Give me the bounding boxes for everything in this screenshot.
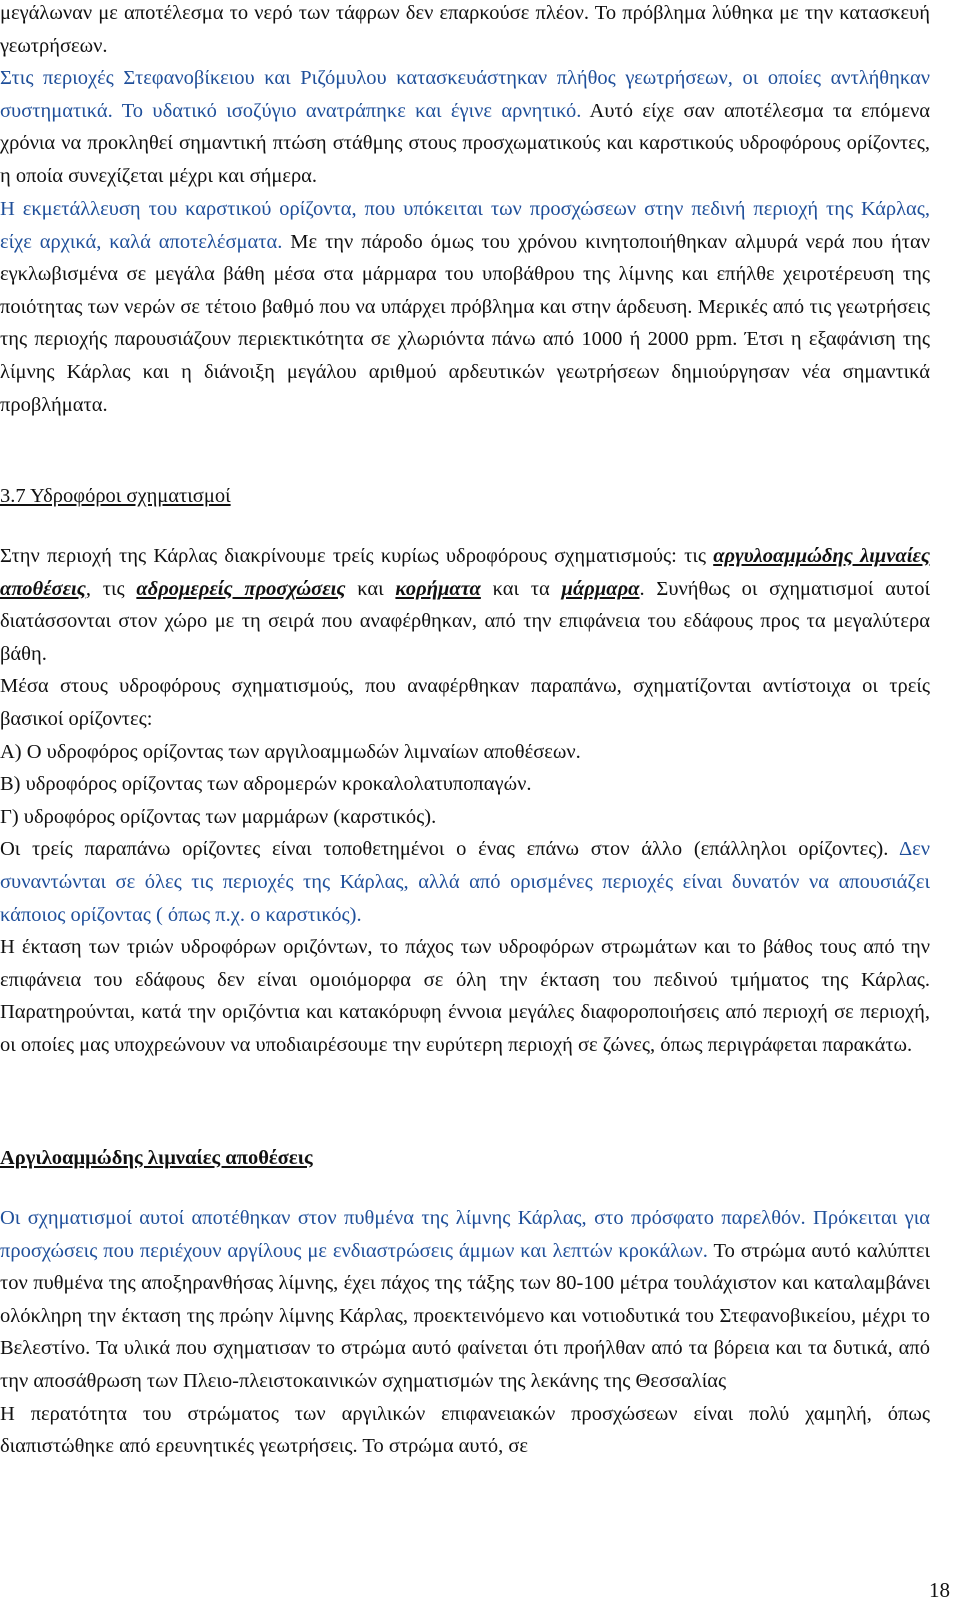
list-item-a: Α) Ο υδροφόρος ορίζοντας των αργιλοαμμωδών λιμναίων αποθέσεων. (0, 740, 581, 763)
list-item-c: Γ) υδροφόρος ορίζοντας των μαρμάρων (καρστικός). (0, 805, 437, 828)
section-paragraph-4: Η έκταση των τριών υδροφόρων οριζόντων, το πάχος των υδροφόρων στρωμάτων και το βάθος τους από την επιφάνεια του εδάφους δεν είναι ομοιόμορφα σε όλη την έκταση του πεδινού τμήματος της Κάρλας. Παρατηρούνται, κατά την οριζόντια και κατακόρυφη έννοια μεγάλες διαφοροποιήσεις από περιοχή σε περιοχή, οι οποίες μας υποχρεώνουν να υποδιαιρέσουμε την ευρύτερη περιοχή σε ζώνες, όπως περιγράφεται παρακάτω. (0, 936, 930, 1056)
term-clay-sand: αργυλοαμμώδης λιμναίες αποθέσεις (0, 545, 930, 600)
section-text: , τις (85, 577, 137, 600)
subsection-text: Οι σχηματισμοί αυτοί αποτέθηκαν στον πυθμένα της λίμνης Κάρλας, στο πρόσφατο παρελθόν. Πρόκειται για προσχώσεις που περιέχουν αργίλους με ενδιαστρώσεις άμμων και λεπτών κροκάλων. (0, 1207, 930, 1262)
section-text: Δεν συναντώνται σε όλες τις περιοχές της Κάρλας, αλλά από ορισμένες περιοχές είναι δυνατόν να απουσιάζει κάποιος ορίζοντας ( όπως π.χ. ο καρστικός). (0, 838, 930, 926)
section-text: Οι τρείς παραπάνω ορίζοντες είναι τοποθετημένοι ο ένας επάνω στον άλλο (επάλληλοι ορίζοντες). (0, 838, 899, 861)
intro-paragraph-1 (0, 0, 930, 193)
intro-text: Στις περιοχές Στεφανοβίκειου και Ριζόμυλου κατασκευάστηκαν πλήθος γεωτρήσεων, οι οποίες αντλήθηκαν συστηματικά. Το υδατικό ισοζύγιο ανατράπηκε και έγινε αρνητικό. (0, 67, 930, 122)
section-heading-block (0, 480, 930, 513)
intro-text: Η εκμετάλλευση του καρστικού ορίζοντα, που υπόκειται των προσχώσεων στην πεδινή περιοχή της Κάρλας, είχε αρχικά, καλά αποτελέσματα. (0, 198, 930, 253)
term-marble: μάρμαρα (561, 577, 640, 600)
intro-text: Αυτό είχε σαν αποτέλεσμα τα επόμενα χρόνια να προκληθεί σημαντική πτώση στάθμης στους προσχωματικούς και καρστικούς υδροφόρους ορίζοντες, η οποία συνεχίζεται μέχρι και σήμερα. (0, 99, 930, 187)
subsection-text: Η περατότητα του στρώματος των αργιλικών επιφανειακών προσχώσεων είναι πολύ χαμηλή, όπως διαπιστώθηκε από ερευνητικές γεωτρήσεις. (0, 1402, 930, 1458)
subsection-heading: Αργιλοαμμώδης λιμναίες αποθέσεις (0, 1147, 313, 1169)
term-coarse-alluvium: αδρομερείς προσχώσεις (136, 577, 346, 600)
section-paragraph-2: Μέσα στους υδροφόρους σχηματισμούς, που αναφέρθηκαν παραπάνω, σχηματίζονται αντίστοιχα οι τρείς βασικοί ορίζοντες: (0, 675, 930, 730)
subsection-text: Το στρώμα αυτό, σε (357, 1435, 528, 1458)
intro-paragraph-2 (0, 193, 930, 421)
section-text: και (345, 577, 396, 600)
section-paragraph-1 (0, 540, 930, 1062)
section-text: και τα (480, 577, 562, 600)
subsection-paragraph-1 (0, 1202, 930, 1463)
list-item-b: Β) υδροφόρος ορίζοντας των αδρομερών κροκαλολατυποπαγών. (0, 773, 532, 796)
term-scree: κορήματα (395, 577, 481, 600)
section-text: Στην περιοχή της Κάρλας διακρίνουμε τρείς κυρίως υδροφόρους σχηματισμούς: τις (0, 545, 714, 567)
intro-text: Με την πάροδο όμως του χρόνου κινητοποιήθηκαν αλμυρά νερά που ήταν εγκλωβισμένα σε μεγάλα βάθη μέσα στα μάρμαρα του υποβάθρου της λίμνης και επήλθε χειροτέρευση της ποιότητας των νερών σε τέτοιο βαθμό που να υπάρχει πρόβλημα και στην άρδευση. Μερικές από τις γεωτρήσεις της περιοχής παρουσιάζουν περιεκτικότητα σε χλωριόντα πάνω από 1000 ή 2000 ppm. Έτσι η εξαφάνιση της λίμνης Κάρλας και η διάνοιξη μεγάλου αριθμού αρδευτικών γεωτρήσεων δημιούργησαν νέα σημαντικά προβλήματα. (0, 230, 931, 416)
section-text: . Συνήθως οι σχηματισμοί αυτοί διατάσσονται στον χώρο με τη σειρά που αναφέρθηκαν, από την επιφάνεια του εδάφους προς τα μεγαλύτερα βάθη. (0, 577, 931, 665)
intro-text: μεγάλωναν με αποτέλεσμα το νερό των τάφρων δεν επαρκούσε πλέον. Το πρόβλημα λύθηκα με την κατασκευή γεωτρήσεων. (0, 2, 930, 57)
subsection-text: Το στρώμα αυτό καλύπτει τον πυθμένα της αποξηρανθήσας λίμνης, έχει πάχος της τάξης των 80-100 μέτρα τουλάχιστον και καταλαμβάνει ολόκληρη την έκταση της πρώην λίμνης Κάρλας, προεκτεινόμενο και νοτιοδυτικά του Στεφανοβικείου, μέχρι το Βελεστίνο. Τα υλικά που σχηματισαν το στρώμα αυτό φαίνεται ότι προήλθαν από τα βόρεια και τα δυτικά, από την αποσάθρωση των Πλειο-πλειστοκαινικών σχηματισμών της λεκάνης της Θεσσαλίας (0, 1239, 930, 1392)
section-heading: 3.7 Υδροφόροι σχηματισμοί (0, 485, 231, 507)
page-number: 18 (929, 1578, 950, 1602)
subsection-heading-block (0, 1142, 930, 1175)
